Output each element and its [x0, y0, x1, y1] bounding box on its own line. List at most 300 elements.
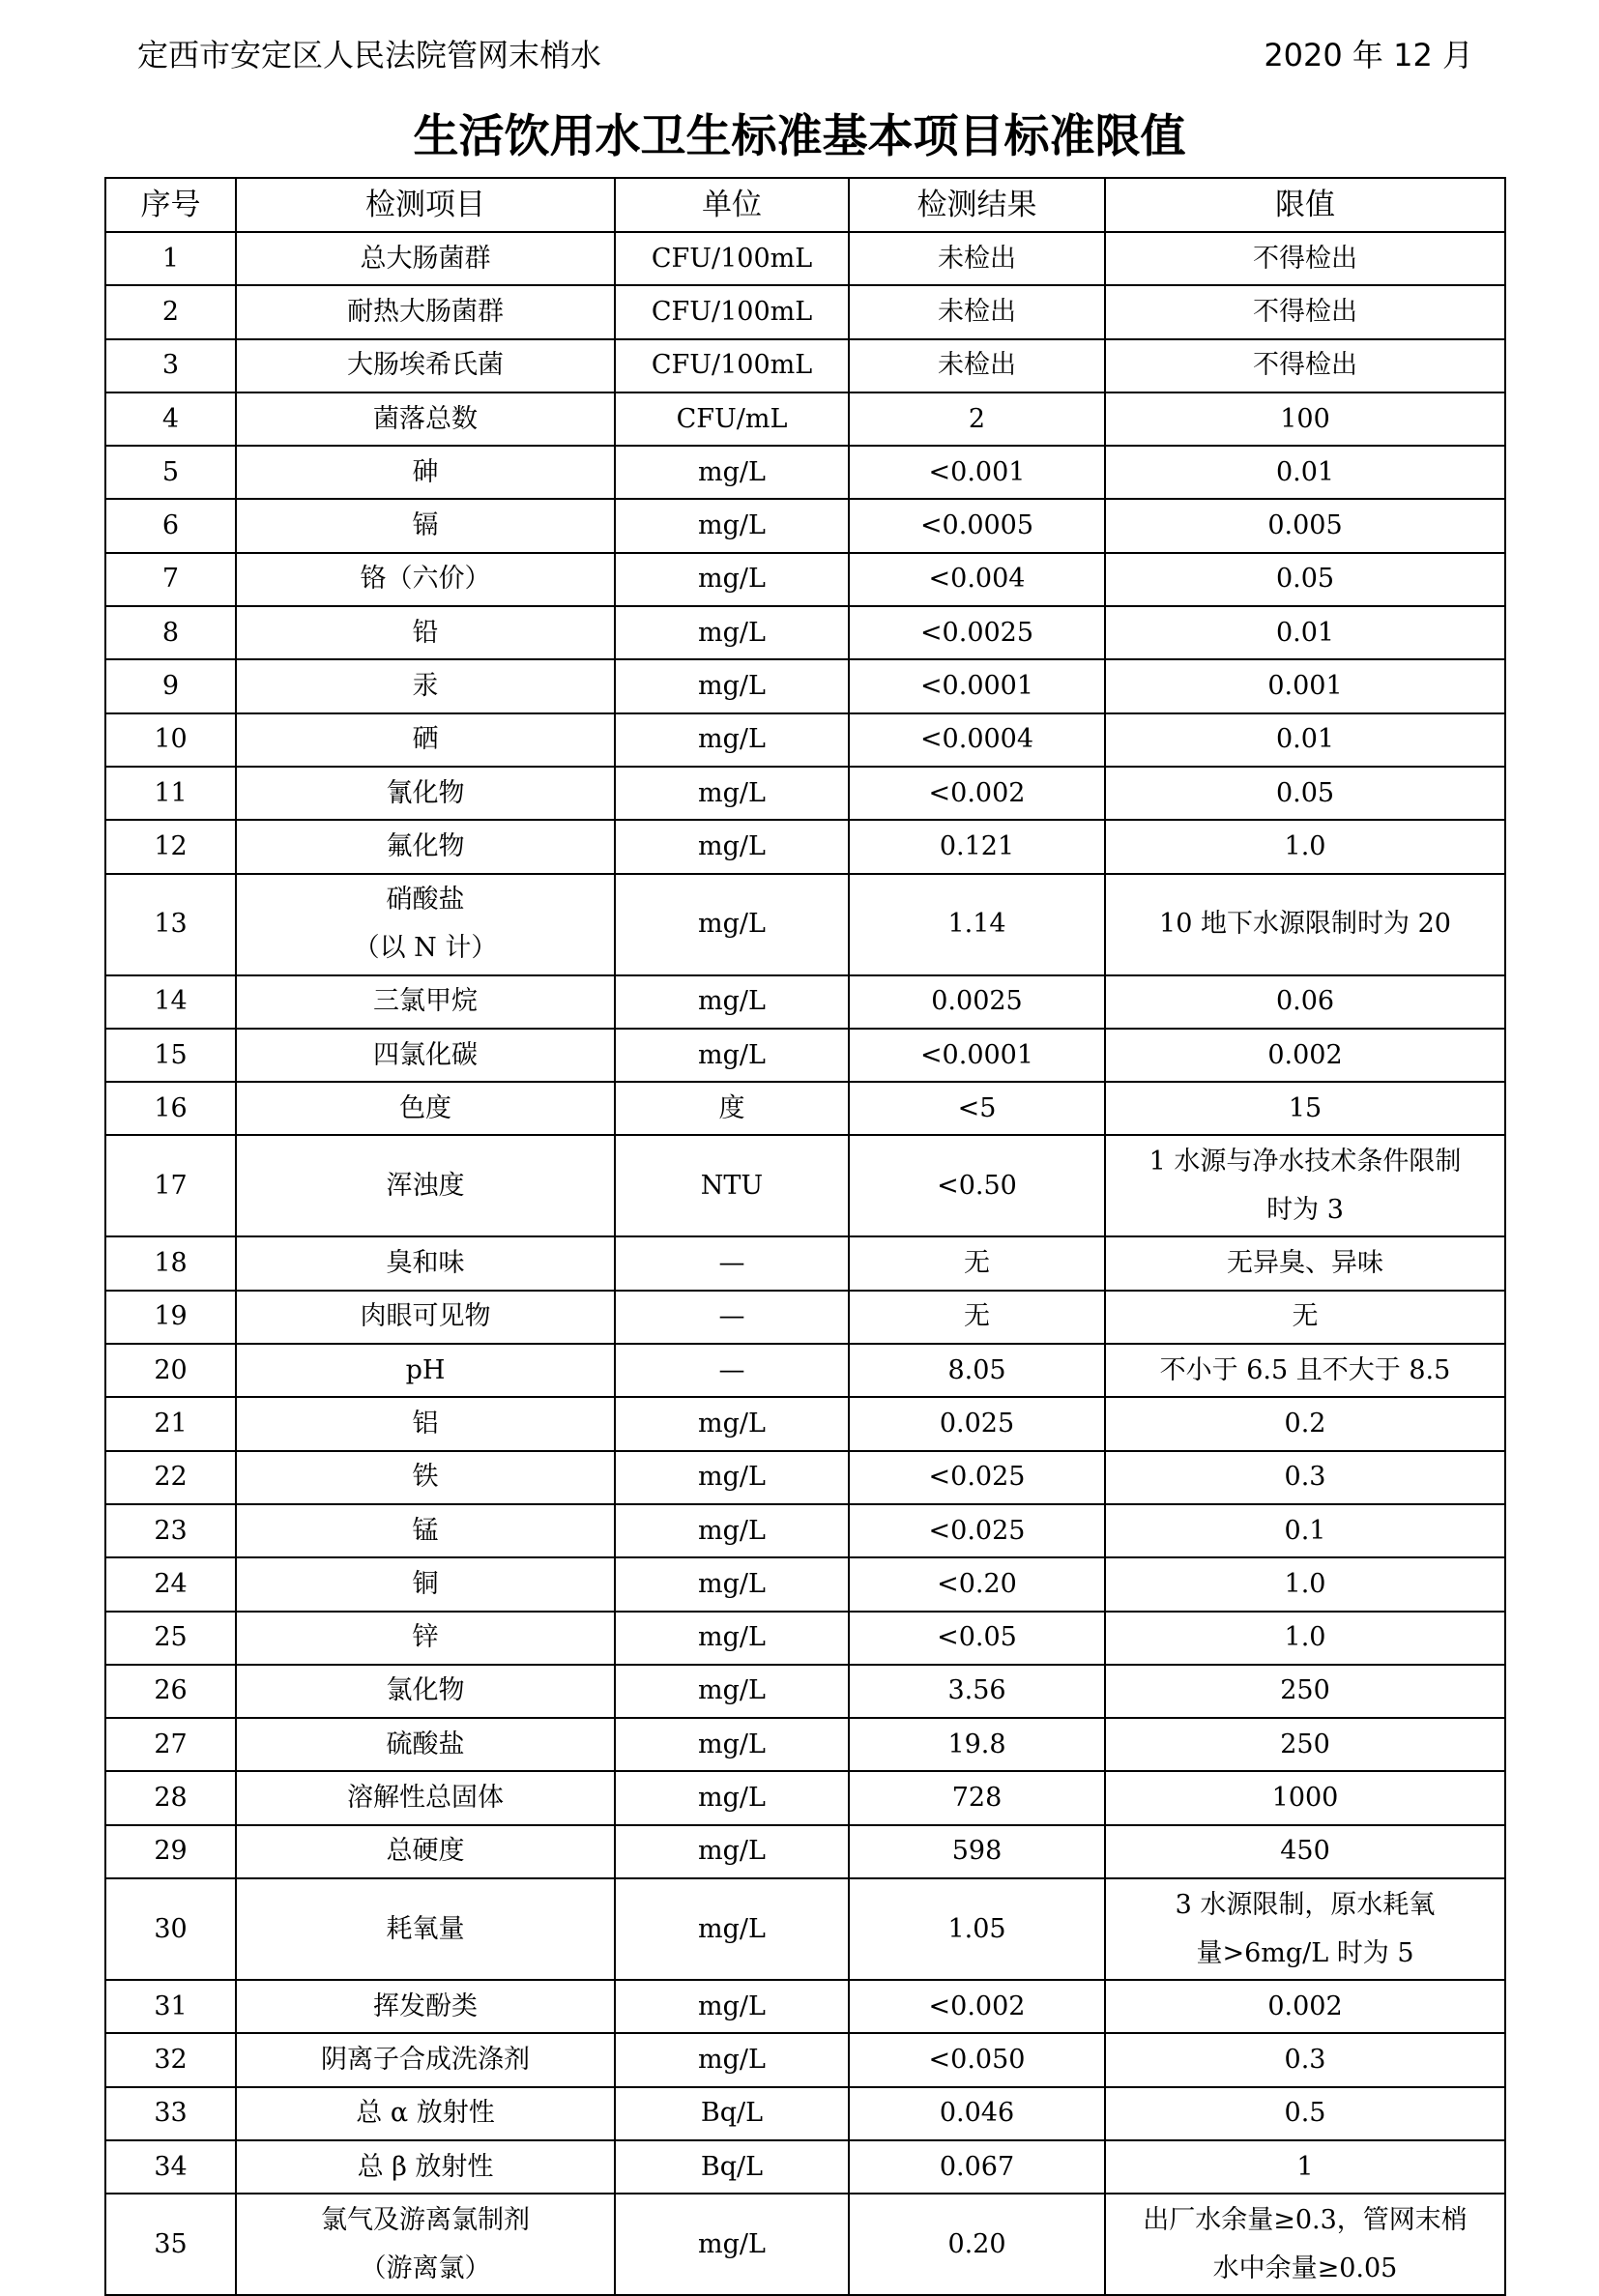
cell-unit: [615, 392, 849, 446]
cell-item-text: 镉: [412, 510, 439, 541]
cell-result: [849, 285, 1105, 338]
cell-item: [236, 1718, 615, 1771]
cell-no: [105, 392, 236, 446]
cell-limit-text-line2: 量>6mg/L 时为 5: [1196, 1937, 1414, 1968]
cell-item: [236, 499, 615, 552]
cell-result-text: 1.05: [947, 1913, 1006, 1944]
cell-unit: [615, 1504, 849, 1557]
cell-unit-text: mg/L: [698, 1462, 766, 1493]
cell-result-text: 未检出: [938, 350, 1016, 381]
cell-item: [236, 446, 615, 499]
cell-unit: [615, 767, 849, 820]
cell-limit-text: 不得检出: [1253, 296, 1357, 327]
cell-limit: [1105, 1236, 1505, 1290]
cell-unit: [615, 2033, 849, 2086]
table-row: [105, 713, 1505, 767]
cell-item-text: 总 β 放射性: [357, 2151, 494, 2182]
cell-no: [105, 1771, 236, 1824]
cell-item: [236, 1082, 615, 1135]
cell-unit: [615, 659, 849, 712]
cell-result-text: <0.20: [937, 1568, 1017, 1599]
cell-item-text: 耗氧量: [386, 1913, 465, 1944]
cell-item: [236, 2194, 615, 2295]
cell-unit-text: mg/L: [698, 1568, 766, 1599]
cell-item-text: 氯气及游离氯制剂: [321, 2204, 530, 2235]
cell-result: [849, 2087, 1105, 2140]
table-row: [105, 1878, 1505, 1980]
cell-result: [849, 659, 1105, 712]
cell-result: [849, 1029, 1105, 1082]
cell-result-text: <0.0025: [919, 617, 1034, 648]
cell-limit: [1105, 659, 1505, 712]
cell-unit-text: mg/L: [698, 2044, 766, 2075]
cell-item-text: 铁: [412, 1462, 439, 1493]
cell-limit-text: 0.5: [1284, 2098, 1326, 2129]
cell-no-text: 8: [161, 617, 180, 648]
cell-no-text: 9: [161, 671, 180, 702]
cell-result: [849, 1451, 1105, 1504]
cell-limit-text: 1 水源与净水技术条件限制: [1148, 1146, 1462, 1177]
cell-result: [849, 1557, 1105, 1611]
table-row: [105, 2087, 1505, 2140]
cell-no: [105, 1557, 236, 1611]
cell-unit-text: mg/L: [698, 1675, 766, 1706]
cell-unit-text: mg/L: [698, 1729, 766, 1759]
table-row: [105, 1980, 1505, 2033]
cell-limit-text: 0.01: [1275, 617, 1335, 648]
cell-item-text: 砷: [412, 456, 439, 487]
cell-no: [105, 1344, 236, 1397]
cell-item: [236, 713, 615, 767]
cell-no-text: 13: [154, 909, 188, 940]
table-row: [105, 606, 1505, 659]
cell-unit-text: CFU/100mL: [651, 296, 813, 327]
cell-item-text: pH: [405, 1354, 446, 1385]
cell-item-text-line2: （以 N 计）: [353, 933, 498, 964]
table-row: [105, 1291, 1505, 1344]
cell-unit-text: Bq/L: [700, 2098, 764, 2129]
cell-unit-text: Bq/L: [700, 2151, 764, 2182]
cell-item: [236, 1771, 615, 1824]
cell-limit-text: 不小于 6.5 且不大于 8.5: [1159, 1354, 1451, 1385]
cell-item: [236, 1980, 615, 2033]
cell-no-text: 22: [154, 1462, 188, 1493]
cell-item-text: 臭和味: [386, 1248, 465, 1279]
cell-limit-text: 0.01: [1275, 456, 1335, 487]
cell-no-text: 26: [154, 1675, 188, 1706]
cell-result: [849, 713, 1105, 767]
cell-limit: [1105, 1291, 1505, 1344]
cell-no: [105, 2033, 236, 2086]
cell-item-text: 铜: [412, 1568, 439, 1599]
table-row: [105, 446, 1505, 499]
cell-no: [105, 1665, 236, 1718]
cell-unit: [615, 499, 849, 552]
cell-limit: [1105, 1878, 1505, 1980]
cell-limit-text: 0.2: [1284, 1408, 1326, 1439]
cell-limit-text: 1: [1296, 2151, 1314, 2182]
cell-unit: [615, 874, 849, 975]
table-row: [105, 339, 1505, 392]
cell-unit: [615, 1718, 849, 1771]
cell-item: [236, 1344, 615, 1397]
cell-unit-text: mg/L: [698, 1836, 766, 1867]
cell-result-text: <0.025: [928, 1462, 1026, 1493]
cell-unit: [615, 339, 849, 392]
cell-result: [849, 1082, 1105, 1135]
cell-no: [105, 659, 236, 712]
cell-result-text: <5: [957, 1092, 997, 1123]
table-row: [105, 820, 1505, 873]
cell-item: [236, 1504, 615, 1557]
cell-limit: [1105, 1451, 1505, 1504]
cell-unit: [615, 1236, 849, 1290]
cell-unit-text: NTU: [700, 1170, 764, 1201]
cell-item-text: 锌: [412, 1622, 439, 1653]
cell-item: [236, 285, 615, 338]
column-header-result: 检测结果: [849, 178, 1105, 232]
cell-no-text: 10: [154, 724, 188, 755]
cell-item: [236, 2087, 615, 2140]
cell-unit: [615, 285, 849, 338]
cell-item-text: 溶解性总固体: [347, 1783, 504, 1814]
cell-limit: [1105, 1665, 1505, 1718]
document-header-location: 定西市安定区人民法院管网末梢水: [137, 37, 602, 73]
table-row: [105, 1344, 1505, 1397]
cell-unit: [615, 1825, 849, 1878]
cell-result-text: 未检出: [938, 243, 1016, 274]
table-row: [105, 1557, 1505, 1611]
cell-unit-text: mg/L: [698, 1622, 766, 1653]
cell-limit-text: 0.001: [1267, 671, 1343, 702]
cell-limit-text: 0.002: [1267, 1991, 1343, 2021]
cell-limit: [1105, 1082, 1505, 1135]
cell-no: [105, 1718, 236, 1771]
cell-item-text: 三氯甲烷: [373, 986, 478, 1017]
cell-limit-text: 250: [1280, 1729, 1330, 1759]
cell-result: [849, 1135, 1105, 1236]
cell-item: [236, 553, 615, 606]
cell-unit-text: mg/L: [698, 777, 766, 808]
cell-result-text: 598: [951, 1836, 1003, 1867]
cell-no-text: 21: [154, 1408, 188, 1439]
cell-limit: [1105, 874, 1505, 975]
cell-unit-text: mg/L: [698, 1408, 766, 1439]
cell-limit-text: 0.06: [1275, 986, 1335, 1017]
cell-item-text: 阴离子合成洗涤剂: [321, 2044, 530, 2075]
cell-item: [236, 1135, 615, 1236]
cell-unit-text: CFU/100mL: [651, 243, 813, 274]
cell-no-text: 11: [154, 777, 188, 808]
cell-result: [849, 1344, 1105, 1397]
cell-unit: [615, 820, 849, 873]
cell-item: [236, 232, 615, 285]
cell-item-text: 色度: [399, 1092, 451, 1123]
cell-limit-text: 0.3: [1284, 1462, 1326, 1493]
cell-item: [236, 1236, 615, 1290]
cell-no: [105, 499, 236, 552]
cell-item-text: 锰: [412, 1515, 439, 1546]
cell-no-text: 23: [154, 1515, 188, 1546]
cell-limit-text: 450: [1280, 1836, 1330, 1867]
cell-limit: [1105, 232, 1505, 285]
cell-result: [849, 1980, 1105, 2033]
table-row: [105, 2194, 1505, 2295]
cell-no: [105, 767, 236, 820]
cell-result-text: 3.56: [947, 1675, 1006, 1706]
table-row: [105, 659, 1505, 712]
cell-item-text: 四氯化碳: [373, 1039, 478, 1070]
cell-item-text: 氯化物: [386, 1675, 465, 1706]
cell-result-text: <0.002: [928, 1991, 1026, 2021]
cell-result: [849, 1236, 1105, 1290]
cell-no: [105, 606, 236, 659]
cell-unit-text: CFU/mL: [676, 403, 788, 434]
cell-result-text: <0.004: [928, 564, 1026, 595]
cell-result-text: <0.0004: [919, 724, 1034, 755]
cell-result: [849, 874, 1105, 975]
cell-unit: [615, 2087, 849, 2140]
cell-result-text: 728: [951, 1783, 1003, 1814]
cell-result-text: 19.8: [947, 1729, 1006, 1759]
cell-result: [849, 1718, 1105, 1771]
cell-no-text: 19: [154, 1301, 188, 1332]
cell-limit: [1105, 1557, 1505, 1611]
cell-unit-text: mg/L: [698, 909, 766, 940]
column-header-no: 序号: [105, 178, 236, 232]
cell-limit-text: 0.05: [1275, 564, 1335, 595]
cell-limit: [1105, 1344, 1505, 1397]
cell-result-text: <0.050: [928, 2044, 1026, 2075]
cell-unit: [615, 1291, 849, 1344]
cell-limit: [1105, 1135, 1505, 1236]
cell-limit: [1105, 1397, 1505, 1450]
table-row: [105, 1665, 1505, 1718]
cell-no: [105, 2194, 236, 2295]
cell-unit-text: 度: [718, 1092, 745, 1123]
cell-limit: [1105, 1980, 1505, 2033]
cell-result: [849, 2194, 1105, 2295]
cell-item-text: 氟化物: [386, 830, 465, 861]
table-row: [105, 1504, 1505, 1557]
cell-result: [849, 1504, 1105, 1557]
cell-unit-text: —: [718, 1354, 745, 1385]
cell-no-text: 15: [154, 1039, 188, 1070]
cell-item: [236, 1029, 615, 1082]
cell-no: [105, 446, 236, 499]
cell-no-text: 6: [161, 510, 180, 541]
cell-result-text: <0.025: [928, 1515, 1026, 1546]
cell-limit: [1105, 1029, 1505, 1082]
cell-no: [105, 1980, 236, 2033]
cell-limit: [1105, 606, 1505, 659]
cell-item-text: 硫酸盐: [386, 1729, 465, 1759]
table-row: [105, 499, 1505, 552]
cell-unit: [615, 553, 849, 606]
cell-result: [849, 820, 1105, 873]
cell-unit: [615, 1451, 849, 1504]
table-body: [105, 232, 1505, 2295]
cell-no-text: 24: [154, 1568, 188, 1599]
table-row: [105, 1718, 1505, 1771]
cell-no: [105, 1825, 236, 1878]
cell-result: [849, 1612, 1105, 1665]
cell-unit-text: mg/L: [698, 1913, 766, 1944]
cell-no: [105, 1504, 236, 1557]
cell-unit: [615, 1980, 849, 2033]
cell-unit: [615, 606, 849, 659]
cell-no-text: 28: [154, 1783, 188, 1814]
cell-item-text: 总硬度: [386, 1836, 465, 1867]
cell-limit-text: 1.0: [1284, 830, 1326, 861]
standards-table: [104, 177, 1506, 2296]
cell-no: [105, 553, 236, 606]
table-row: [105, 1825, 1505, 1878]
cell-result: [849, 606, 1105, 659]
cell-unit-text: —: [718, 1301, 745, 1332]
cell-limit-text-line2: 时为 3: [1266, 1194, 1344, 1225]
cell-result: [849, 2140, 1105, 2194]
cell-result: [849, 232, 1105, 285]
cell-unit-text: mg/L: [698, 456, 766, 487]
cell-limit-text: 0.3: [1284, 2044, 1326, 2075]
cell-no-text: 2: [161, 296, 180, 327]
cell-item-text: 氰化物: [386, 777, 465, 808]
cell-result-text: <0.002: [928, 777, 1026, 808]
cell-item: [236, 975, 615, 1029]
cell-limit: [1105, 339, 1505, 392]
table-header-row: [105, 178, 1505, 232]
cell-unit: [615, 1029, 849, 1082]
cell-no: [105, 2140, 236, 2194]
cell-limit: [1105, 2140, 1505, 2194]
cell-limit: [1105, 1612, 1505, 1665]
cell-no: [105, 1397, 236, 1450]
cell-result-text: <0.0001: [919, 671, 1034, 702]
cell-item: [236, 606, 615, 659]
cell-item: [236, 1825, 615, 1878]
cell-item-text: 铬（六价）: [360, 564, 491, 595]
cell-unit: [615, 1665, 849, 1718]
cell-item: [236, 2140, 615, 2194]
cell-no: [105, 339, 236, 392]
cell-unit-text: mg/L: [698, 671, 766, 702]
column-header-item: 检测项目: [236, 178, 615, 232]
cell-unit-text: mg/L: [698, 1991, 766, 2021]
cell-item-text: 浑浊度: [386, 1170, 465, 1201]
cell-unit-text: mg/L: [698, 1039, 766, 1070]
cell-limit: [1105, 767, 1505, 820]
cell-limit-text: 0.005: [1267, 510, 1343, 541]
table-row: [105, 553, 1505, 606]
table-row: [105, 1612, 1505, 1665]
cell-limit-text: 0.05: [1275, 777, 1335, 808]
cell-limit-text: 15: [1288, 1092, 1323, 1123]
cell-limit-text: 100: [1280, 403, 1330, 434]
cell-item-text: 汞: [412, 671, 439, 702]
cell-no-text: 31: [154, 1991, 188, 2021]
cell-limit-text: 250: [1280, 1675, 1330, 1706]
cell-limit-text: 0.002: [1267, 1039, 1343, 1070]
cell-no-text: 17: [154, 1170, 188, 1201]
cell-unit: [615, 1771, 849, 1824]
cell-limit: [1105, 499, 1505, 552]
document-header-date: 2020 年 12 月: [1264, 37, 1473, 73]
cell-item: [236, 1612, 615, 1665]
cell-item-text: 总 α 放射性: [356, 2098, 495, 2129]
cell-result-text: <0.0001: [919, 1039, 1034, 1070]
cell-limit-text: 3 水源限制，原水耗氧: [1175, 1889, 1436, 1920]
cell-limit: [1105, 975, 1505, 1029]
cell-result: [849, 767, 1105, 820]
cell-no-text: 7: [161, 564, 180, 595]
cell-item-text: 大肠埃希氏菌: [347, 350, 504, 381]
cell-result-text: 0.121: [939, 830, 1015, 861]
cell-no: [105, 285, 236, 338]
cell-unit: [615, 1612, 849, 1665]
cell-unit-text: mg/L: [698, 1515, 766, 1546]
cell-item: [236, 874, 615, 975]
cell-no-text: 1: [161, 243, 180, 274]
cell-item-text: 总大肠菌群: [360, 243, 491, 274]
cell-no-text: 14: [154, 986, 188, 1017]
cell-no-text: 25: [154, 1622, 188, 1653]
table-row: [105, 1451, 1505, 1504]
cell-unit: [615, 713, 849, 767]
cell-limit-text-line2: 水中余量≥0.05: [1212, 2252, 1398, 2283]
cell-item: [236, 1451, 615, 1504]
cell-result: [849, 339, 1105, 392]
table-row: [105, 975, 1505, 1029]
cell-item: [236, 1665, 615, 1718]
cell-item: [236, 2033, 615, 2086]
cell-result-text: 0.046: [939, 2098, 1015, 2129]
cell-no: [105, 975, 236, 1029]
cell-no-text: 27: [154, 1729, 188, 1759]
cell-result: [849, 1291, 1105, 1344]
cell-item-text: 挥发酚类: [373, 1991, 478, 2021]
cell-no-text: 5: [161, 456, 180, 487]
cell-limit: [1105, 713, 1505, 767]
cell-item: [236, 1291, 615, 1344]
cell-unit-text: mg/L: [698, 724, 766, 755]
cell-result-text: 8.05: [947, 1354, 1006, 1385]
cell-unit-text: CFU/100mL: [651, 350, 813, 381]
cell-result-text: <0.50: [937, 1170, 1017, 1201]
cell-unit: [615, 1135, 849, 1236]
cell-no-text: 18: [154, 1248, 188, 1279]
cell-limit: [1105, 2087, 1505, 2140]
cell-unit: [615, 2140, 849, 2194]
cell-limit: [1105, 553, 1505, 606]
cell-limit-text: 1000: [1271, 1783, 1339, 1814]
cell-limit: [1105, 2033, 1505, 2086]
cell-result: [849, 1665, 1105, 1718]
cell-limit: [1105, 1718, 1505, 1771]
cell-no-text: 20: [154, 1354, 188, 1385]
cell-result: [849, 1771, 1105, 1824]
cell-unit-text: mg/L: [698, 510, 766, 541]
cell-no: [105, 1451, 236, 1504]
cell-item-text: 硝酸盐: [386, 885, 465, 915]
cell-unit: [615, 1082, 849, 1135]
cell-no: [105, 713, 236, 767]
cell-result-text: 1.14: [947, 909, 1006, 940]
cell-result: [849, 446, 1105, 499]
cell-no-text: 16: [154, 1092, 188, 1123]
cell-limit-text: 不得检出: [1253, 243, 1357, 274]
cell-unit-text: mg/L: [698, 564, 766, 595]
